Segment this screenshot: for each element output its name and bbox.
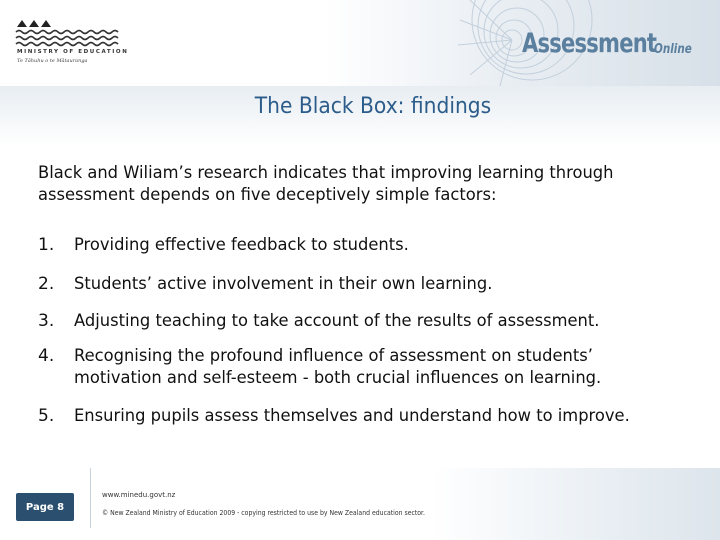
page-number-badge: Page 8 xyxy=(16,493,74,521)
list-item-text: Students’ active involvement in their own learning. xyxy=(74,274,493,294)
list-item xyxy=(38,405,678,427)
slide-footer xyxy=(0,468,720,540)
list-item xyxy=(38,345,678,389)
brand-assessment-word: Assessment xyxy=(522,28,657,59)
list-item-text: Recognising the profound influence of assessment on students’ motivation and self-esteem - both crucial influences on learning. xyxy=(74,346,602,388)
footer-copyright: © New Zealand Ministry of Education 2009 - copying restricted to use by New Zealand education sector. xyxy=(102,509,425,517)
intro-paragraph: Black and Wiliam’s research indicates that improving learning through assessment depends on five deceptively simple factors: xyxy=(38,163,614,205)
list-item xyxy=(38,310,678,332)
list-item-number: 3. xyxy=(38,311,55,331)
brand-online-word: Online xyxy=(654,42,692,57)
list-item-number: 4. xyxy=(38,346,55,366)
list-item-number: 2. xyxy=(38,274,55,294)
list-item xyxy=(38,273,678,295)
list-item-number: 5. xyxy=(38,406,55,426)
slide-title: The Black Box: findings xyxy=(254,94,492,119)
slide-header xyxy=(0,0,720,86)
ministry-name: MINISTRY OF EDUCATION xyxy=(17,49,129,55)
list-item-text: Ensuring pupils assess themselves and understand how to improve. xyxy=(74,406,630,426)
list-item-number: 1. xyxy=(38,235,55,255)
list-item-text: Providing effective feedback to students. xyxy=(74,235,409,255)
footer-divider xyxy=(90,468,91,528)
ministry-maori-name: Te Tāhuhu o te Mātauranga xyxy=(17,58,88,64)
list-item xyxy=(38,234,678,256)
list-item-text: Adjusting teaching to take account of the results of assessment. xyxy=(74,311,600,331)
footer-url-link[interactable]: www.minedu.govt.nz xyxy=(102,491,176,499)
